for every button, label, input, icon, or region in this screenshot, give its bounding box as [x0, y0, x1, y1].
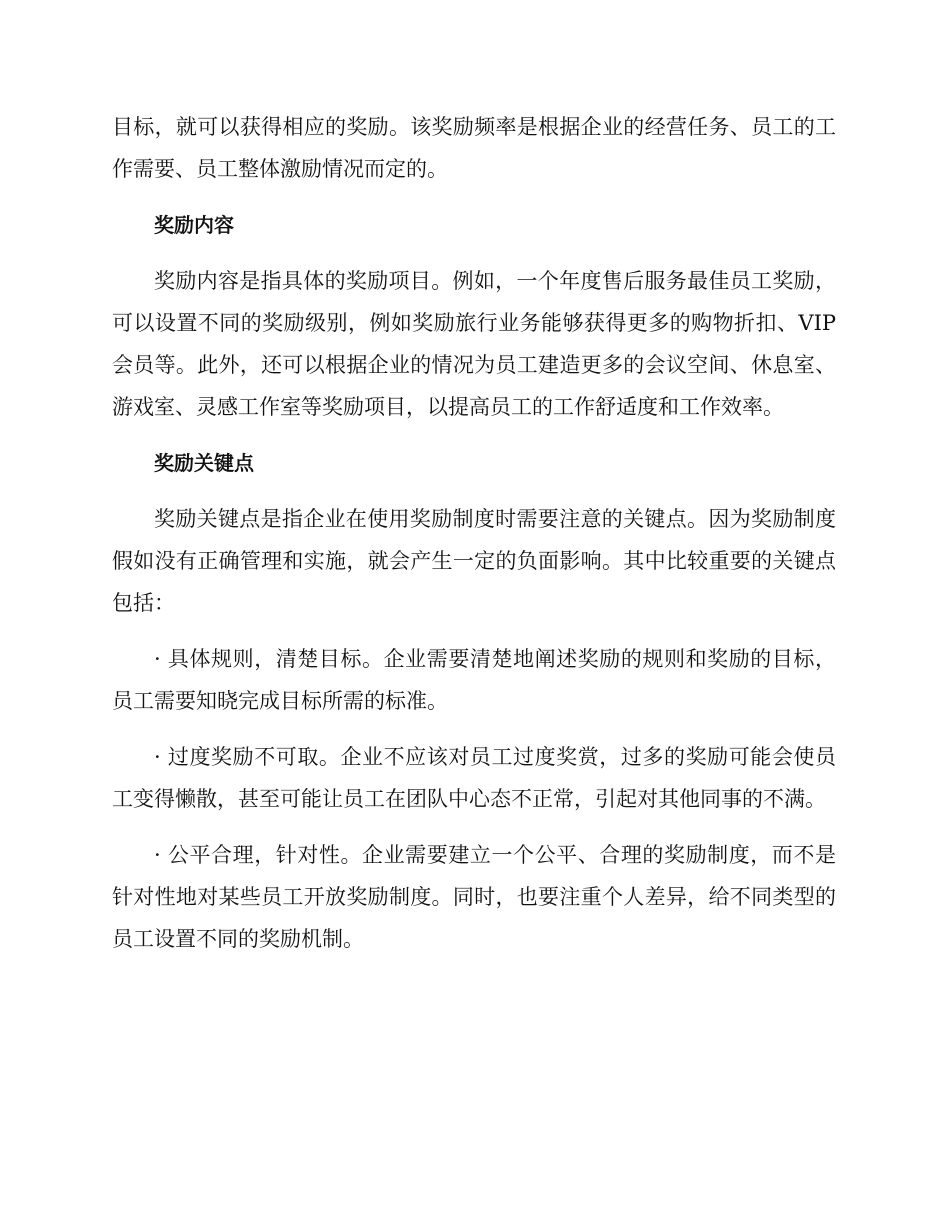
bullet-item: · 过度奖励不可取。企业不应该对员工过度奖赏，过多的奖励可能会使员工变得懒散，甚至可能让员工在团队中心态不正常，引起对其他同事的不满。 [112, 745, 836, 811]
document-body [112, 106, 836, 960]
bullet-item: · 具体规则，清楚目标。企业需要清楚地阐述奖励的规则和奖励的目标，员工需要知晓完成目标所需的标准。 [112, 647, 836, 713]
bullet-item: · 公平合理，针对性。企业需要建立一个公平、合理的奖励制度，而不是针对性地对某些员工开放奖励制度。同时，也要注重个人差异，给不同类型的员工设置不同的奖励机制。 [112, 843, 836, 951]
section-heading-reward-content: 奖励内容 [154, 213, 234, 237]
section-paragraph-reward-content: 奖励内容是指具体的奖励项目。例如，一个年度售后服务最佳员工奖励，可以设置不同的奖励级别，例如奖励旅行业务能够获得更多的购物折扣、VIP 会员等。此外，还可以根据企业的情况为员工建造更多的会议空间、休息室、游戏室、灵感工作室等奖励项目，以提高员工的工作舒适度和工作效率。 [112, 269, 836, 419]
intro-paragraph: 目标，就可以获得相应的奖励。该奖励频率是根据企业的经营任务、员工的工作需要、员工整体激励情况而定的。 [112, 115, 836, 181]
section-heading-reward-key-points: 奖励关键点 [154, 451, 254, 475]
section-paragraph-reward-key-points: 奖励关键点是指企业在使用奖励制度时需要注意的关键点。因为奖励制度假如没有正确管理和实施，就会产生一定的负面影响。其中比较重要的关键点包括： [112, 507, 836, 615]
